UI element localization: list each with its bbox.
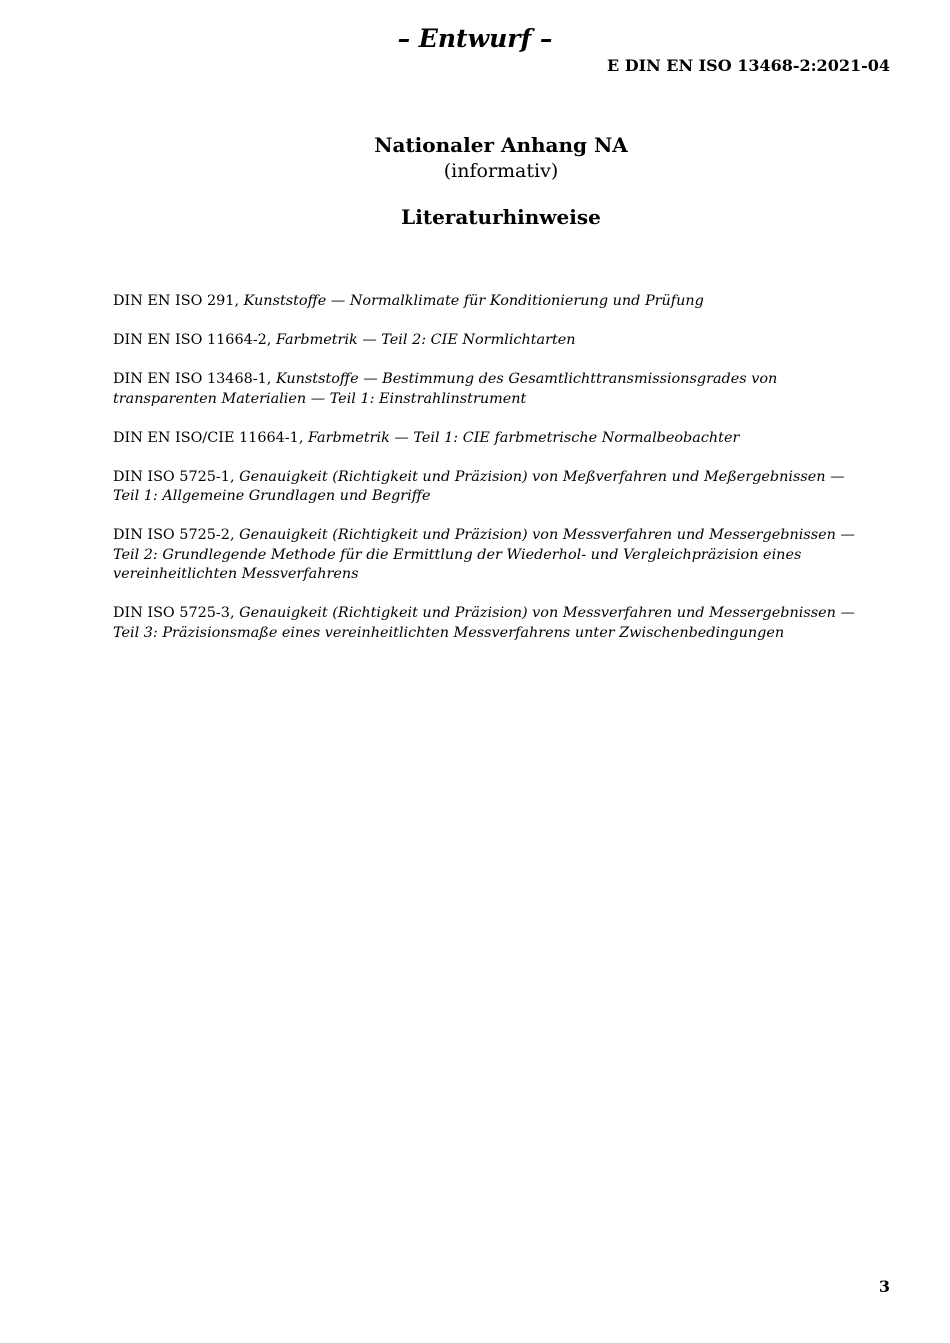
reference-title: Genauigkeit (Richtigkeit und Präzision) von Messverfahren und Messergebnissen — Teil 2: Grundlegende Methode für die Ermittlung der Wiederhol- und Vergleichpräzision eines vereinheitlichten Messverfahrens xyxy=(113,527,855,582)
reference-number: DIN EN ISO 11664-2 xyxy=(113,332,267,348)
reference-item: DIN EN ISO/CIE 11664-1, Farbmetrik — Teil 1: CIE farbmetrische Normalbeobachter xyxy=(113,429,740,446)
reference-item: DIN EN ISO 291, Kunststoffe — Normalklimate für Konditionierung und Prüfung xyxy=(113,293,704,309)
annex-subtitle: (informativ) xyxy=(443,160,559,182)
reference-number: DIN EN ISO 291 xyxy=(113,293,235,309)
reference-title: Genauigkeit (Richtigkeit und Präzision) von Meßverfahren und Meßergebnissen — Teil 1: Allgemeine Grundlagen und Begriffe xyxy=(113,468,845,504)
draft-banner: – Entwurf – xyxy=(397,24,553,53)
reference-item: DIN EN ISO 13468-1, Kunststoffe — Bestimmung des Gesamtlichttransmissionsgrades von transparenten Materialien — Teil 1: Einstrahlinstrument xyxy=(113,371,778,407)
reference-list xyxy=(113,292,873,663)
annex-title: Nationaler Anhang NA xyxy=(374,133,628,157)
reference-item: DIN ISO 5725-2, Genauigkeit (Richtigkeit und Präzision) von Messverfahren und Messergebnissen — Teil 2: Grundlegende Methode für die Ermittlung der Wiederhol- und Vergleichpräzision eines vereinheitlichten Messverfahrens xyxy=(113,527,855,582)
reference-title: Genauigkeit (Richtigkeit und Präzision) von Messverfahren und Messergebnissen — Teil 3: Präzisionsmaße eines vereinheitlichten Messverfahrens unter Zwischenbedingungen xyxy=(113,605,855,641)
reference-item: DIN ISO 5725-3, Genauigkeit (Richtigkeit und Präzision) von Messverfahren und Messergebnissen — Teil 3: Präzisionsmaße eines vereinheitlichten Messverfahrens unter Zwischenbedingungen xyxy=(113,605,855,641)
reference-item: DIN ISO 5725-1, Genauigkeit (Richtigkeit und Präzision) von Meßverfahren und Meßergebnissen — Teil 1: Allgemeine Grundlagen und Begriffe xyxy=(113,468,845,504)
reference-number: DIN EN ISO/CIE 11664-1 xyxy=(113,429,299,446)
reference-title: Farbmetrik — Teil 1: CIE farbmetrische Normalbeobachter xyxy=(307,429,740,446)
reference-number: DIN EN ISO 13468-1 xyxy=(113,371,267,387)
reference-title: Farbmetrik — Teil 2: CIE Normlichtarten xyxy=(275,332,576,348)
annex-heading xyxy=(0,131,950,231)
reference-number: DIN ISO 5725-3 xyxy=(113,605,230,621)
reference-title: Kunststoffe — Normalklimate für Konditionierung und Prüfung xyxy=(243,293,704,309)
page-number: 3 xyxy=(878,1277,890,1296)
reference-title: Kunststoffe — Bestimmung des Gesamtlichttransmissionsgrades von transparenten Materialien — Teil 1: Einstrahlinstrument xyxy=(113,371,778,407)
section-title: Literaturhinweise xyxy=(401,205,601,229)
reference-number: DIN ISO 5725-2 xyxy=(113,527,230,543)
reference-number: DIN ISO 5725-1 xyxy=(113,468,230,485)
document-id: E DIN EN ISO 13468-2:2021-04 xyxy=(606,56,890,75)
reference-item: DIN EN ISO 11664-2, Farbmetrik — Teil 2: CIE Normlichtarten xyxy=(113,332,576,348)
